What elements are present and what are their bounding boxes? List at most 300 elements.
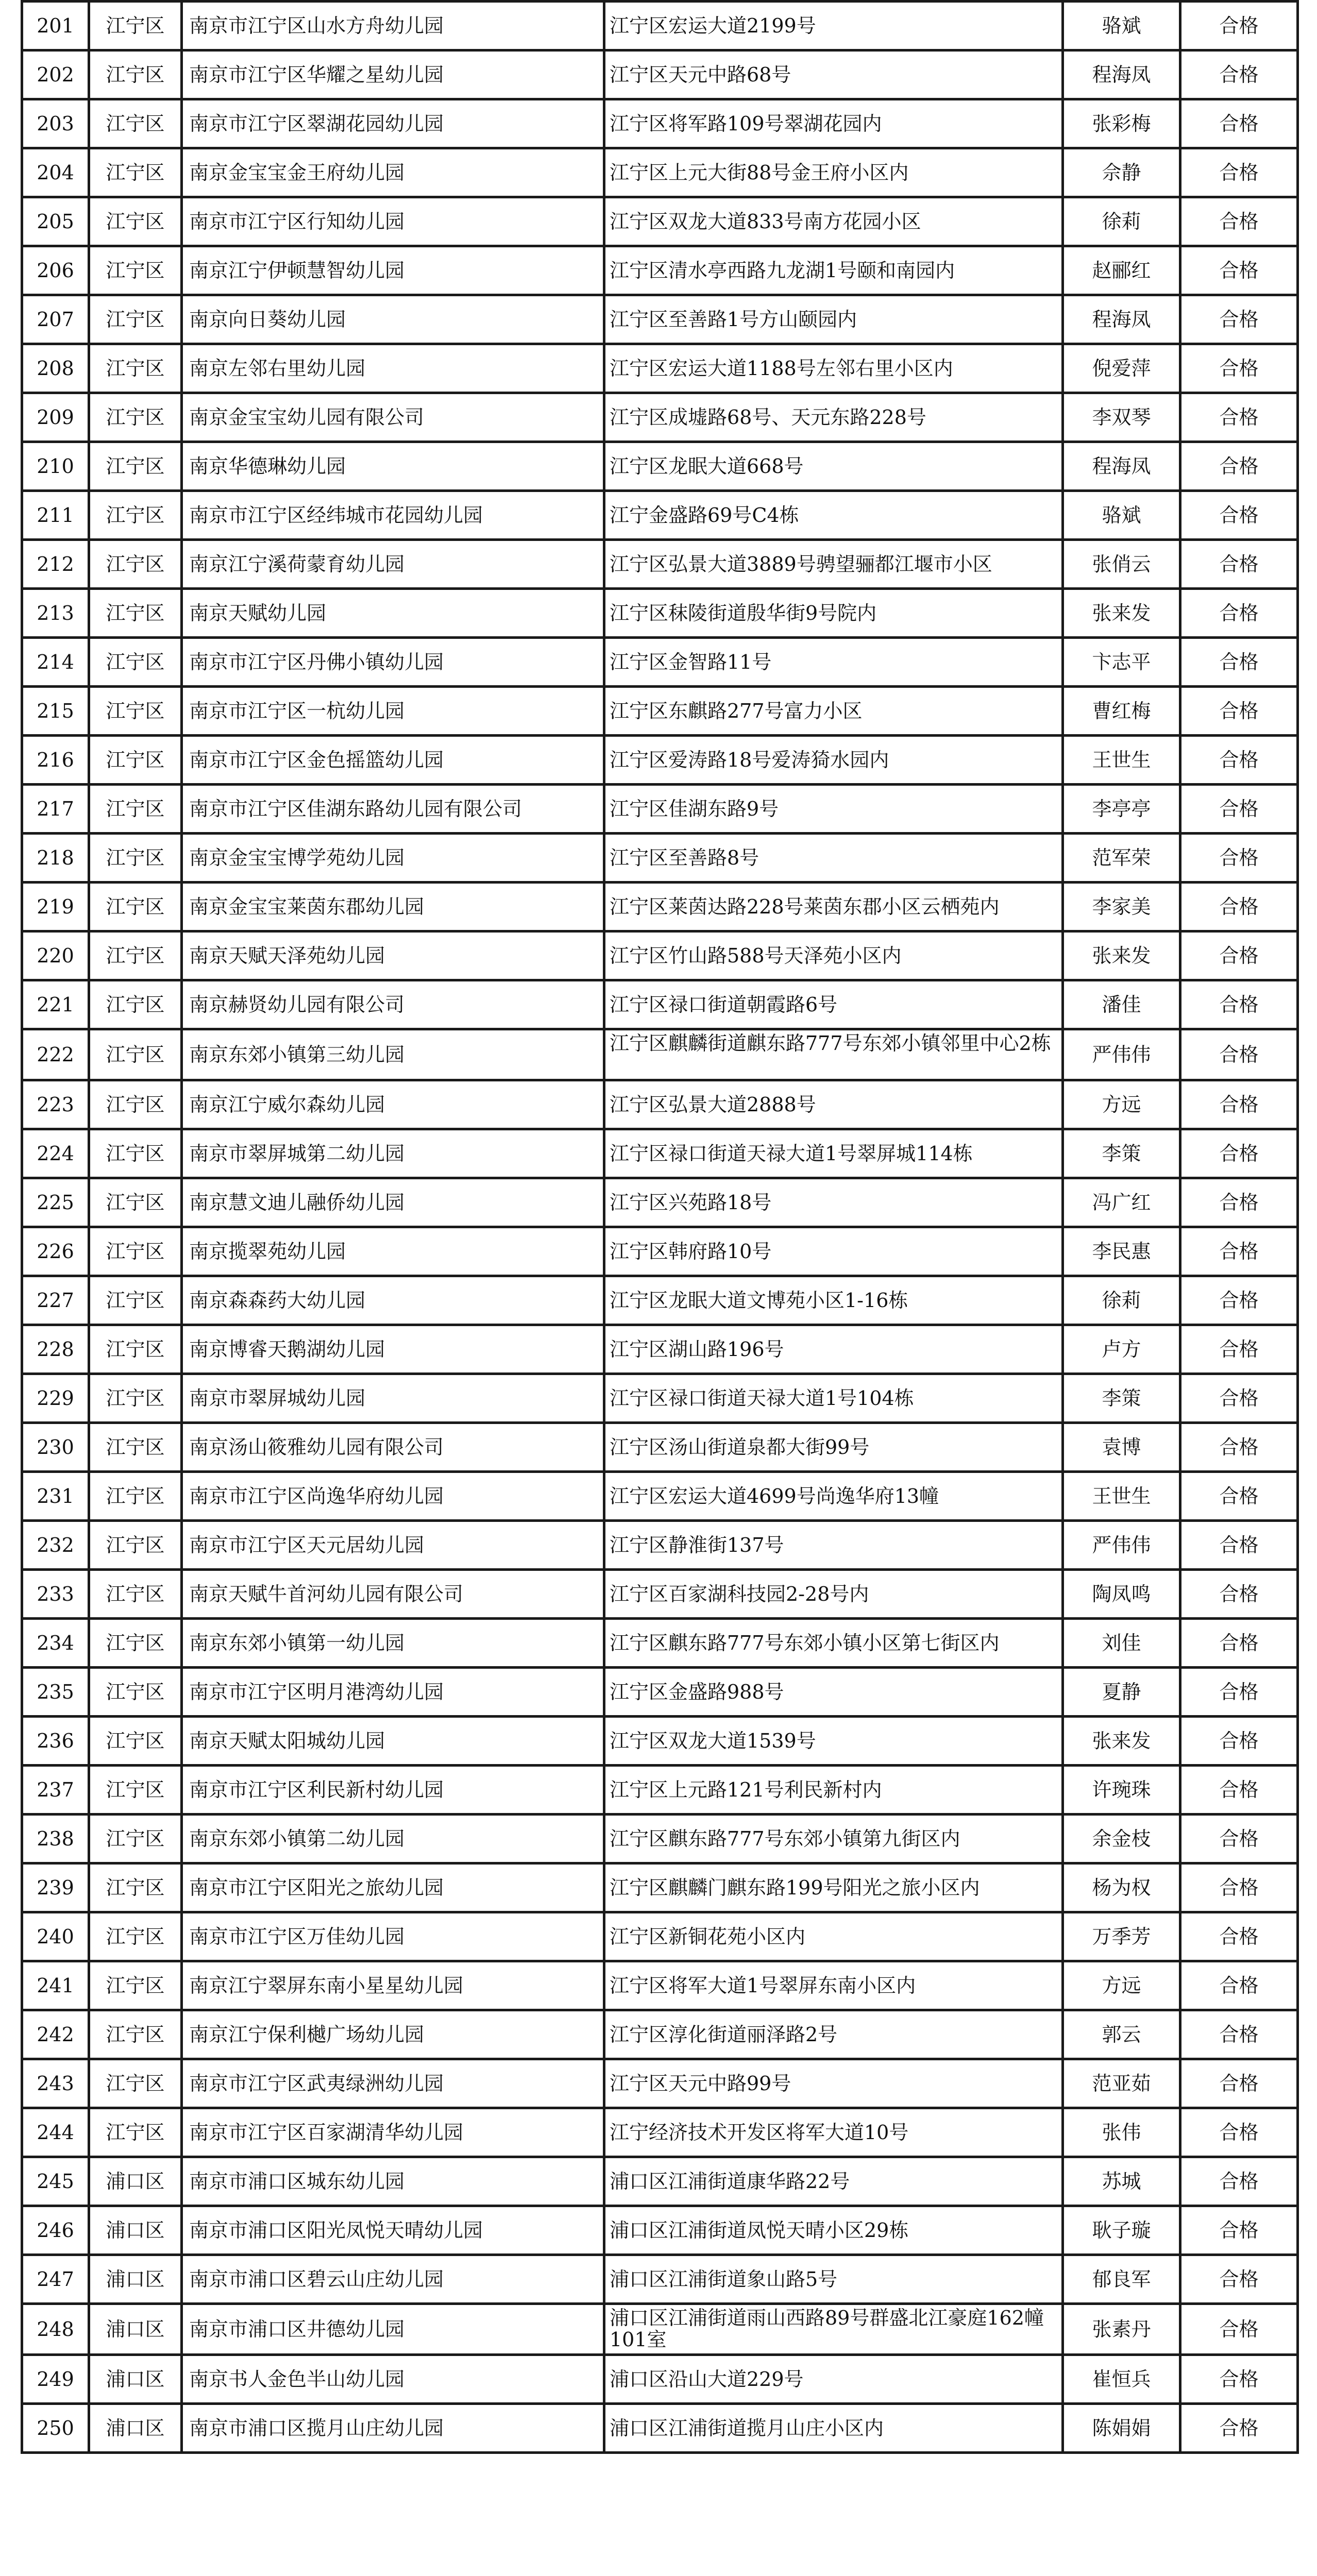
row-number-cell: 214 [22,638,89,687]
kindergarten-name-cell: 南京金宝宝金王府幼儿园 [182,148,604,197]
contact-person-cell: 王世生 [1063,736,1180,785]
kindergarten-name-cell: 南京市浦口区城东幼儿园 [182,2157,604,2206]
district-cell: 江宁区 [89,393,182,442]
contact-person-cell: 耿子璇 [1063,2206,1180,2255]
row-number-cell: 232 [22,1521,89,1570]
row-number-cell: 203 [22,99,89,148]
inspection-result-cell: 合格 [1180,2010,1298,2059]
table-row [22,2355,1298,2404]
address-cell: 江宁区成墟路68号、天元东路228号 [604,393,1063,442]
row-number-cell: 248 [22,2304,89,2355]
table-row [22,295,1298,344]
kindergarten-name-cell: 南京天赋牛首河幼儿园有限公司 [182,1570,604,1619]
district-cell: 江宁区 [89,1619,182,1668]
table-row [22,1374,1298,1423]
kindergarten-name-cell: 南京市江宁区行知幼儿园 [182,197,604,246]
district-cell: 江宁区 [89,687,182,736]
row-number-cell: 247 [22,2255,89,2304]
kindergarten-name-cell: 南京市江宁区阳光之旅幼儿园 [182,1863,604,1912]
contact-person-cell: 许琬珠 [1063,1766,1180,1815]
row-number-cell: 211 [22,491,89,540]
contact-person-cell: 卞志平 [1063,638,1180,687]
kindergarten-name-cell: 南京天赋太阳城幼儿园 [182,1717,604,1766]
address-cell: 江宁区至善路8号 [604,834,1063,883]
address-cell: 江宁区兴苑路18号 [604,1178,1063,1227]
table-row [22,2206,1298,2255]
address-cell: 江宁区爱涛路18号爱涛猗水园内 [604,736,1063,785]
contact-person-cell: 范亚茹 [1063,2059,1180,2108]
inspection-result-cell: 合格 [1180,491,1298,540]
address-cell: 江宁区禄口街道朝霞路6号 [604,980,1063,1029]
kindergarten-name-cell: 南京江宁翠屏东南小星星幼儿园 [182,1961,604,2010]
kindergarten-name-cell: 南京市浦口区阳光凤悦天晴幼儿园 [182,2206,604,2255]
contact-person-cell: 严伟伟 [1063,1029,1180,1080]
table-row [22,2157,1298,2206]
row-number-cell: 226 [22,1227,89,1276]
district-cell: 江宁区 [89,540,182,589]
district-cell: 江宁区 [89,2010,182,2059]
row-number-cell: 212 [22,540,89,589]
row-number-cell: 246 [22,2206,89,2255]
kindergarten-name-cell: 南京江宁伊顿慧智幼儿园 [182,246,604,295]
district-cell: 江宁区 [89,736,182,785]
table-row [22,1227,1298,1276]
table-row [22,1080,1298,1129]
inspection-result-cell: 合格 [1180,736,1298,785]
kindergarten-name-cell: 南京天赋幼儿园 [182,589,604,638]
table-row [22,687,1298,736]
table-row [22,931,1298,980]
district-cell: 江宁区 [89,50,182,99]
district-cell: 江宁区 [89,197,182,246]
table-row [22,1472,1298,1521]
kindergarten-name-cell: 南京市江宁区翠湖花园幼儿园 [182,99,604,148]
row-number-cell: 229 [22,1374,89,1423]
table-row [22,2404,1298,2453]
contact-person-cell: 苏城 [1063,2157,1180,2206]
kindergarten-name-cell: 南京江宁保利樾广场幼儿园 [182,2010,604,2059]
address-cell: 江宁区双龙大道1539号 [604,1717,1063,1766]
row-number-cell: 207 [22,295,89,344]
contact-person-cell: 李民惠 [1063,1227,1180,1276]
kindergarten-name-cell: 南京左邻右里幼儿园 [182,344,604,393]
inspection-result-cell: 合格 [1180,2108,1298,2157]
inspection-result-cell: 合格 [1180,2304,1298,2355]
district-cell: 江宁区 [89,1178,182,1227]
kindergarten-name-cell: 南京揽翠苑幼儿园 [182,1227,604,1276]
kindergarten-name-cell: 南京金宝宝莱茵东郡幼儿园 [182,883,604,931]
kindergarten-name-cell: 南京市江宁区天元居幼儿园 [182,1521,604,1570]
inspection-result-cell: 合格 [1180,393,1298,442]
address-cell: 浦口区江浦街道揽月山庄小区内 [604,2404,1063,2453]
table-row [22,638,1298,687]
table-row [22,1178,1298,1227]
address-cell: 江宁区韩府路10号 [604,1227,1063,1276]
address-cell: 江宁区天元中路68号 [604,50,1063,99]
row-number-cell: 201 [22,2,89,50]
row-number-cell: 230 [22,1423,89,1472]
kindergarten-name-cell: 南京市江宁区山水方舟幼儿园 [182,2,604,50]
kindergarten-name-cell: 南京市江宁区武夷绿洲幼儿园 [182,2059,604,2108]
contact-person-cell: 潘佳 [1063,980,1180,1029]
contact-person-cell: 佘静 [1063,148,1180,197]
table-row [22,246,1298,295]
table-row [22,2304,1298,2355]
table-row [22,736,1298,785]
row-number-cell: 244 [22,2108,89,2157]
contact-person-cell: 郭云 [1063,2010,1180,2059]
row-number-cell: 237 [22,1766,89,1815]
contact-person-cell: 骆斌 [1063,491,1180,540]
row-number-cell: 238 [22,1815,89,1863]
row-number-cell: 216 [22,736,89,785]
contact-person-cell: 倪爱萍 [1063,344,1180,393]
district-cell: 江宁区 [89,1766,182,1815]
row-number-cell: 217 [22,785,89,834]
row-number-cell: 202 [22,50,89,99]
contact-person-cell: 张彩梅 [1063,99,1180,148]
table-row [22,540,1298,589]
kindergarten-name-cell: 南京华德琳幼儿园 [182,442,604,491]
table-row [22,1766,1298,1815]
row-number-cell: 209 [22,393,89,442]
address-cell: 江宁区新铜花苑小区内 [604,1912,1063,1961]
address-cell: 江宁区至善路1号方山颐园内 [604,295,1063,344]
district-cell: 江宁区 [89,442,182,491]
address-cell: 江宁区龙眠大道668号 [604,442,1063,491]
table-row [22,834,1298,883]
district-cell: 江宁区 [89,883,182,931]
contact-person-cell: 李家美 [1063,883,1180,931]
district-cell: 江宁区 [89,1521,182,1570]
kindergarten-name-cell: 南京市浦口区井德幼儿园 [182,2304,604,2355]
district-cell: 江宁区 [89,1080,182,1129]
address-cell: 江宁区静淮街137号 [604,1521,1063,1570]
row-number-cell: 225 [22,1178,89,1227]
row-number-cell: 243 [22,2059,89,2108]
inspection-result-cell: 合格 [1180,1080,1298,1129]
contact-person-cell: 李策 [1063,1129,1180,1178]
address-cell: 江宁区禄口街道天禄大道1号翠屏城114栋 [604,1129,1063,1178]
district-cell: 江宁区 [89,785,182,834]
table-row [22,1619,1298,1668]
district-cell: 江宁区 [89,1863,182,1912]
table-row [22,785,1298,834]
inspection-result-cell: 合格 [1180,1472,1298,1521]
table-row [22,1815,1298,1863]
kindergarten-name-cell: 南京市江宁区丹佛小镇幼儿园 [182,638,604,687]
address-cell: 江宁区淳化街道丽泽路2号 [604,2010,1063,2059]
inspection-result-cell: 合格 [1180,1815,1298,1863]
row-number-cell: 239 [22,1863,89,1912]
table-row [22,344,1298,393]
kindergarten-name-cell: 南京市江宁区经纬城市花园幼儿园 [182,491,604,540]
table-row [22,148,1298,197]
district-cell: 浦口区 [89,2404,182,2453]
contact-person-cell: 徐莉 [1063,197,1180,246]
inspection-result-cell: 合格 [1180,1863,1298,1912]
row-number-cell: 234 [22,1619,89,1668]
inspection-result-cell: 合格 [1180,540,1298,589]
inspection-result-cell: 合格 [1180,931,1298,980]
row-number-cell: 205 [22,197,89,246]
kindergarten-name-cell: 南京江宁溪荷蒙育幼儿园 [182,540,604,589]
table-body [22,2,1298,2453]
district-cell: 江宁区 [89,1029,182,1080]
inspection-result-cell: 合格 [1180,1717,1298,1766]
row-number-cell: 210 [22,442,89,491]
contact-person-cell: 严伟伟 [1063,1521,1180,1570]
address-cell: 江宁区将军路109号翠湖花园内 [604,99,1063,148]
district-cell: 江宁区 [89,1570,182,1619]
contact-person-cell: 陶凤鸣 [1063,1570,1180,1619]
kindergarten-name-cell: 南京市江宁区华耀之星幼儿园 [182,50,604,99]
district-cell: 江宁区 [89,148,182,197]
table-row [22,1912,1298,1961]
inspection-result-cell: 合格 [1180,344,1298,393]
address-cell: 江宁区麒东路777号东郊小镇小区第七街区内 [604,1619,1063,1668]
district-cell: 江宁区 [89,638,182,687]
address-cell: 江宁区宏运大道1188号左邻右里小区内 [604,344,1063,393]
row-number-cell: 204 [22,148,89,197]
inspection-result-cell: 合格 [1180,1912,1298,1961]
district-cell: 江宁区 [89,246,182,295]
contact-person-cell: 方远 [1063,1961,1180,2010]
kindergarten-name-cell: 南京森森药大幼儿园 [182,1276,604,1325]
kindergarten-name-cell: 南京市江宁区金色摇篮幼儿园 [182,736,604,785]
inspection-result-cell: 合格 [1180,1325,1298,1374]
row-number-cell: 219 [22,883,89,931]
address-cell: 江宁区禄口街道天禄大道1号104栋 [604,1374,1063,1423]
row-number-cell: 215 [22,687,89,736]
inspection-result-cell: 合格 [1180,2,1298,50]
kindergarten-name-cell: 南京市江宁区佳湖东路幼儿园有限公司 [182,785,604,834]
inspection-result-cell: 合格 [1180,295,1298,344]
kindergarten-name-cell: 南京市江宁区万佳幼儿园 [182,1912,604,1961]
row-number-cell: 233 [22,1570,89,1619]
address-cell: 浦口区江浦街道凤悦天晴小区29栋 [604,2206,1063,2255]
row-number-cell: 241 [22,1961,89,2010]
district-cell: 江宁区 [89,1668,182,1717]
address-cell: 江宁区龙眠大道文博苑小区1-16栋 [604,1276,1063,1325]
contact-person-cell: 程海凤 [1063,50,1180,99]
table-row [22,2,1298,50]
row-number-cell: 222 [22,1029,89,1080]
inspection-result-cell: 合格 [1180,980,1298,1029]
district-cell: 江宁区 [89,1717,182,1766]
table-row [22,2059,1298,2108]
inspection-result-cell: 合格 [1180,1570,1298,1619]
address-cell: 江宁区金盛路988号 [604,1668,1063,1717]
contact-person-cell: 李双琴 [1063,393,1180,442]
contact-person-cell: 冯广红 [1063,1178,1180,1227]
row-number-cell: 223 [22,1080,89,1129]
address-cell: 江宁区百家湖科技园2-28号内 [604,1570,1063,1619]
row-number-cell: 218 [22,834,89,883]
table-row [22,1668,1298,1717]
inspection-result-cell: 合格 [1180,2255,1298,2304]
inspection-result-cell: 合格 [1180,2206,1298,2255]
district-cell: 浦口区 [89,2157,182,2206]
inspection-result-cell: 合格 [1180,246,1298,295]
inspection-result-cell: 合格 [1180,687,1298,736]
contact-person-cell: 夏静 [1063,1668,1180,1717]
address-cell: 江宁区麒麟街道麒东路777号东郊小镇邻里中心2栋 [604,1029,1063,1080]
contact-person-cell: 张来发 [1063,931,1180,980]
address-cell: 浦口区江浦街道雨山西路89号群盛北江豪庭162幢101室 [604,2304,1063,2355]
contact-person-cell: 徐莉 [1063,1276,1180,1325]
district-cell: 江宁区 [89,99,182,148]
table-row [22,1717,1298,1766]
district-cell: 江宁区 [89,834,182,883]
contact-person-cell: 张伟 [1063,2108,1180,2157]
inspection-result-cell: 合格 [1180,638,1298,687]
contact-person-cell: 范军荣 [1063,834,1180,883]
contact-person-cell: 张素丹 [1063,2304,1180,2355]
inspection-result-cell: 合格 [1180,1423,1298,1472]
table-row [22,1570,1298,1619]
address-cell: 江宁金盛路69号C4栋 [604,491,1063,540]
inspection-result-cell: 合格 [1180,589,1298,638]
address-cell: 江宁区弘景大道3889号骋望骊都江堰市小区 [604,540,1063,589]
kindergarten-name-cell: 南京市江宁区一杭幼儿园 [182,687,604,736]
kindergarten-name-cell: 南京东郊小镇第一幼儿园 [182,1619,604,1668]
row-number-cell: 245 [22,2157,89,2206]
kindergarten-name-cell: 南京江宁威尔森幼儿园 [182,1080,604,1129]
contact-person-cell: 郁良军 [1063,2255,1180,2304]
row-number-cell: 213 [22,589,89,638]
address-cell: 浦口区江浦街道象山路5号 [604,2255,1063,2304]
table-row [22,1423,1298,1472]
table-row [22,883,1298,931]
contact-person-cell: 崔恒兵 [1063,2355,1180,2404]
row-number-cell: 208 [22,344,89,393]
contact-person-cell: 骆斌 [1063,2,1180,50]
row-number-cell: 249 [22,2355,89,2404]
contact-person-cell: 陈娟娟 [1063,2404,1180,2453]
address-cell: 江宁区宏运大道2199号 [604,2,1063,50]
inspection-result-cell: 合格 [1180,1276,1298,1325]
address-cell: 江宁区上元路121号利民新村内 [604,1766,1063,1815]
table-row [22,1521,1298,1570]
district-cell: 江宁区 [89,1276,182,1325]
contact-person-cell: 张来发 [1063,589,1180,638]
inspection-result-cell: 合格 [1180,1668,1298,1717]
row-number-cell: 231 [22,1472,89,1521]
district-cell: 江宁区 [89,931,182,980]
table-row [22,589,1298,638]
address-cell: 江宁区东麒路277号富力小区 [604,687,1063,736]
inspection-result-cell: 合格 [1180,785,1298,834]
inspection-result-cell: 合格 [1180,99,1298,148]
district-cell: 江宁区 [89,1129,182,1178]
address-cell: 江宁区金智路11号 [604,638,1063,687]
table-row [22,1276,1298,1325]
row-number-cell: 242 [22,2010,89,2059]
kindergarten-name-cell: 南京书人金色半山幼儿园 [182,2355,604,2404]
contact-person-cell: 卢方 [1063,1325,1180,1374]
district-cell: 江宁区 [89,1423,182,1472]
kindergarten-name-cell: 南京市翠屏城第二幼儿园 [182,1129,604,1178]
row-number-cell: 206 [22,246,89,295]
row-number-cell: 236 [22,1717,89,1766]
kindergarten-name-cell: 南京向日葵幼儿园 [182,295,604,344]
district-cell: 浦口区 [89,2304,182,2355]
address-cell: 江宁区湖山路196号 [604,1325,1063,1374]
kindergarten-name-cell: 南京金宝宝幼儿园有限公司 [182,393,604,442]
district-cell: 江宁区 [89,1472,182,1521]
address-cell: 浦口区沿山大道229号 [604,2355,1063,2404]
contact-person-cell: 万季芳 [1063,1912,1180,1961]
district-cell: 浦口区 [89,2355,182,2404]
inspection-result-cell: 合格 [1180,1227,1298,1276]
table-row [22,197,1298,246]
kindergarten-name-cell: 南京市浦口区碧云山庄幼儿园 [182,2255,604,2304]
district-cell: 江宁区 [89,2059,182,2108]
inspection-result-cell: 合格 [1180,442,1298,491]
inspection-result-cell: 合格 [1180,2355,1298,2404]
contact-person-cell: 刘佳 [1063,1619,1180,1668]
table-row [22,393,1298,442]
table-row [22,1325,1298,1374]
table-row [22,1863,1298,1912]
contact-person-cell: 余金枝 [1063,1815,1180,1863]
district-cell: 浦口区 [89,2255,182,2304]
inspection-result-cell: 合格 [1180,148,1298,197]
address-cell: 江宁区弘景大道2888号 [604,1080,1063,1129]
contact-person-cell: 李策 [1063,1374,1180,1423]
row-number-cell: 235 [22,1668,89,1717]
kindergarten-name-cell: 南京博睿天鹅湖幼儿园 [182,1325,604,1374]
district-cell: 浦口区 [89,2206,182,2255]
inspection-results-table [21,0,1299,2454]
contact-person-cell: 程海凤 [1063,442,1180,491]
contact-person-cell: 袁博 [1063,1423,1180,1472]
kindergarten-name-cell: 南京市江宁区利民新村幼儿园 [182,1766,604,1815]
district-cell: 江宁区 [89,1815,182,1863]
district-cell: 江宁区 [89,1325,182,1374]
inspection-result-cell: 合格 [1180,2157,1298,2206]
contact-person-cell: 曹红梅 [1063,687,1180,736]
district-cell: 江宁区 [89,2,182,50]
table-row [22,2255,1298,2304]
district-cell: 江宁区 [89,1227,182,1276]
inspection-result-cell: 合格 [1180,1129,1298,1178]
address-cell: 江宁区莱茵达路228号莱茵东郡小区云栖苑内 [604,883,1063,931]
row-number-cell: 227 [22,1276,89,1325]
contact-person-cell: 王世生 [1063,1472,1180,1521]
address-cell: 江宁区清水亭西路九龙湖1号颐和南园内 [604,246,1063,295]
inspection-result-cell: 合格 [1180,883,1298,931]
address-cell: 浦口区江浦街道康华路22号 [604,2157,1063,2206]
inspection-result-cell: 合格 [1180,1374,1298,1423]
kindergarten-name-cell: 南京赫贤幼儿园有限公司 [182,980,604,1029]
table-row [22,980,1298,1029]
district-cell: 江宁区 [89,1912,182,1961]
row-number-cell: 240 [22,1912,89,1961]
inspection-result-cell: 合格 [1180,1766,1298,1815]
inspection-result-cell: 合格 [1180,50,1298,99]
kindergarten-name-cell: 南京东郊小镇第三幼儿园 [182,1029,604,1080]
table-row [22,491,1298,540]
district-cell: 江宁区 [89,980,182,1029]
table-row [22,50,1298,99]
kindergarten-name-cell: 南京市江宁区明月港湾幼儿园 [182,1668,604,1717]
kindergarten-name-cell: 南京市江宁区百家湖清华幼儿园 [182,2108,604,2157]
district-cell: 江宁区 [89,295,182,344]
address-cell: 江宁区宏运大道4699号尚逸华府13幢 [604,1472,1063,1521]
table-row [22,442,1298,491]
